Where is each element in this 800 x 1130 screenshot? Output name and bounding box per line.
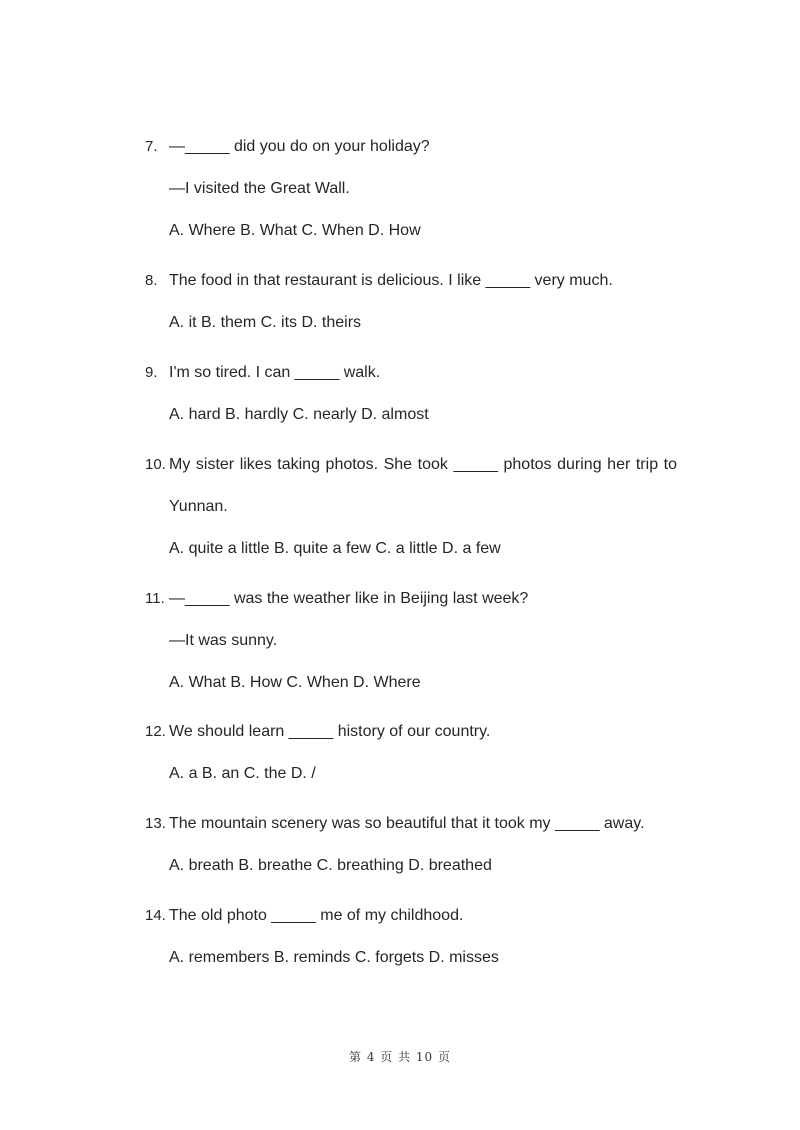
question-line: [145, 588, 685, 630]
question-stem: The food in that restaurant is delicious. I like _____ very much.: [169, 272, 613, 289]
question-14: [145, 905, 685, 989]
question-line: [145, 813, 685, 855]
question-line: [145, 947, 685, 989]
question-options: A. it B. them C. its D. theirs: [169, 314, 362, 331]
question-line: [145, 538, 685, 580]
question-stem: —_____ did you do on your holiday?: [169, 138, 430, 155]
question-options: A. quite a little B. quite a few C. a little D. a few: [169, 540, 501, 557]
question-stem-continued: Yunnan.: [169, 498, 228, 515]
question-line: [145, 763, 685, 805]
question-10: [145, 454, 685, 580]
question-number: 13.: [145, 815, 166, 832]
question-options: A. a B. an C. the D. /: [169, 765, 316, 782]
question-line: [145, 672, 685, 714]
question-number: 9.: [145, 364, 158, 381]
question-stem: The old photo _____ me of my childhood.: [169, 907, 464, 924]
question-7: [145, 136, 685, 262]
question-number: 12.: [145, 723, 166, 740]
question-stem: The mountain scenery was so beautiful that it took my _____ away.: [169, 815, 645, 832]
question-number: 11.: [145, 590, 165, 607]
question-stem: My sister likes taking photos. She took _____ photos during her trip to: [169, 456, 677, 473]
page-footer: 第 4 页 共 10 页: [349, 1050, 451, 1064]
question-response: —I visited the Great Wall.: [169, 180, 350, 197]
question-line: [145, 496, 685, 538]
question-line: [145, 312, 685, 354]
question-stem: I'm so tired. I can _____ walk.: [169, 364, 381, 381]
question-line: [145, 454, 685, 496]
question-line: [145, 905, 685, 947]
question-8: [145, 270, 685, 354]
question-options: A. breath B. breathe C. breathing D. breathed: [169, 857, 492, 874]
question-response: —It was sunny.: [169, 632, 278, 649]
question-stem: —_____ was the weather like in Beijing last week?: [169, 590, 529, 607]
question-11: [145, 588, 685, 714]
question-number: 8.: [145, 272, 158, 289]
question-number: 7.: [145, 138, 158, 155]
question-line: [145, 404, 685, 446]
question-options: A. What B. How C. When D. Where: [169, 674, 421, 691]
question-number: 10.: [145, 456, 166, 473]
question-12: [145, 721, 685, 805]
question-options: A. Where B. What C. When D. How: [169, 222, 421, 239]
question-options: A. remembers B. reminds C. forgets D. misses: [169, 949, 499, 966]
question-number: 14.: [145, 907, 166, 924]
question-line: [145, 220, 685, 262]
question-options: A. hard B. hardly C. nearly D. almost: [169, 406, 429, 423]
question-line: [145, 855, 685, 897]
question-9: [145, 362, 685, 446]
question-stem: We should learn _____ history of our country.: [169, 723, 491, 740]
question-line: [145, 178, 685, 220]
question-line: [145, 270, 685, 312]
question-line: [145, 721, 685, 763]
question-13: [145, 813, 685, 897]
question-line: [145, 136, 685, 178]
question-line: [145, 362, 685, 404]
question-line: [145, 630, 685, 672]
